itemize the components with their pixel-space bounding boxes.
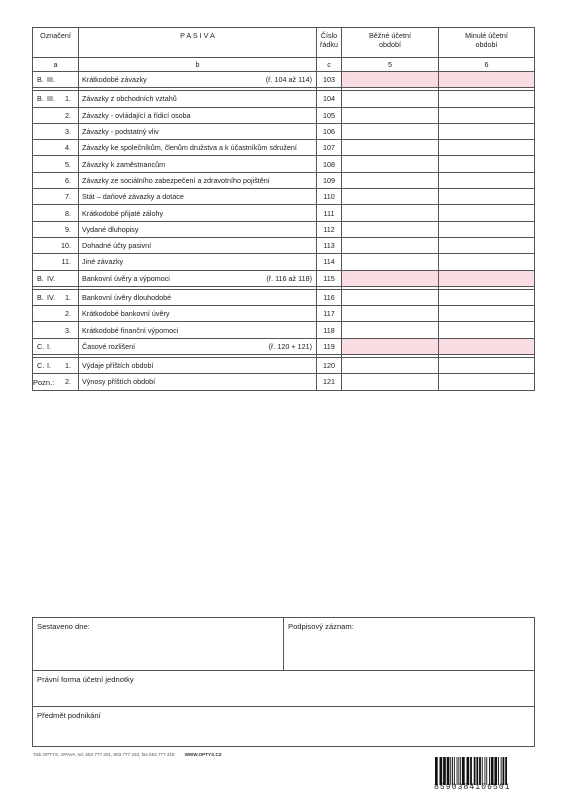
- designation-roman: IV.: [47, 273, 56, 283]
- row-label: Závazky - podstatný vliv: [82, 127, 159, 137]
- row-label: Jiné závazky: [82, 257, 124, 267]
- row-label-cell: [79, 91, 317, 107]
- row-label-cell: [79, 107, 317, 123]
- previous-period-value[interactable]: [439, 156, 535, 172]
- current-period-value[interactable]: [342, 91, 439, 107]
- table-row: [33, 338, 535, 354]
- row-label-cell: [79, 289, 317, 305]
- row-label-cell: [79, 221, 317, 237]
- row-label: Stát – daňové závazky a dotace: [82, 192, 184, 202]
- barcode-bar: [443, 757, 446, 785]
- row-label: Krátkodobé bankovní úvěry: [82, 309, 170, 319]
- row-designation: [33, 289, 79, 305]
- current-period-value[interactable]: [342, 358, 439, 374]
- previous-period-value[interactable]: [439, 254, 535, 270]
- row-label-cell: [79, 172, 317, 188]
- row-number: 120: [317, 358, 342, 374]
- row-designation: [33, 91, 79, 107]
- row-number: 105: [317, 107, 342, 123]
- designation-number: 2.: [65, 377, 71, 387]
- row-designation: [33, 322, 79, 338]
- column-letter: c: [317, 58, 342, 72]
- barcode-bar: [458, 757, 459, 785]
- column-letter: a: [33, 58, 79, 72]
- barcode-bar: [454, 757, 455, 785]
- current-period-value[interactable]: [342, 189, 439, 205]
- pravni-forma-field[interactable]: Právní forma účetní jednotky: [33, 671, 535, 707]
- row-label: Krátkodobé závazky: [82, 75, 147, 85]
- designation-number: 1.: [65, 293, 71, 302]
- designation-roman: III.: [47, 94, 55, 104]
- row-label: Vydané dluhopisy: [82, 224, 139, 234]
- table-row: [33, 123, 535, 139]
- row-label-cell: [79, 140, 317, 156]
- current-period-value[interactable]: [342, 338, 439, 354]
- current-period-value[interactable]: [342, 306, 439, 322]
- row-label-cell: [79, 205, 317, 221]
- row-label: Dohadné účty pasivní: [82, 241, 152, 251]
- row-designation: [33, 270, 79, 286]
- row-designation: [33, 338, 79, 354]
- barcode-bar: [485, 757, 486, 785]
- designation-number: 8.: [65, 208, 71, 218]
- row-designation: [33, 123, 79, 139]
- barcode-bar: [467, 757, 470, 785]
- designation-letter: B.: [37, 75, 44, 85]
- table-row: [33, 107, 535, 123]
- previous-period-value[interactable]: [439, 338, 535, 354]
- current-period-value[interactable]: [342, 270, 439, 286]
- current-period-value[interactable]: [342, 72, 439, 88]
- designation-number: 7.: [65, 192, 71, 202]
- current-period-value[interactable]: [342, 322, 439, 338]
- barcode-bar: [470, 757, 472, 785]
- table-row: [33, 189, 535, 205]
- previous-period-value[interactable]: [439, 205, 535, 221]
- previous-period-value[interactable]: [439, 374, 535, 390]
- printer-info: Tisk OPTYS, OPAVA, tel. 553 777 301, 553 777 333, fax 553 777 318: [33, 752, 175, 757]
- table-row: [33, 289, 535, 305]
- row-label: Závazky ze sociálního zabezpečení a zdravotního pojištění: [82, 175, 270, 185]
- row-number: 113: [317, 237, 342, 253]
- row-label-cell: [79, 189, 317, 205]
- designation-number: 10.: [61, 241, 71, 251]
- row-designation: [33, 72, 79, 88]
- designation-number: 11.: [61, 257, 71, 267]
- row-label: Závazky ke společníkům, členům družstva a k účastníkům sdružení: [82, 143, 297, 153]
- designation-letter: B.: [37, 94, 44, 104]
- designation-number: 9.: [65, 224, 71, 234]
- note-label: Pozn.:: [33, 378, 55, 387]
- row-label-cell: [79, 322, 317, 338]
- row-designation: [33, 205, 79, 221]
- header-bezne-obdobi: Běžné účetní období: [342, 28, 439, 58]
- previous-period-value[interactable]: [439, 322, 535, 338]
- row-number: 118: [317, 322, 342, 338]
- designation-number: 6.: [65, 175, 71, 185]
- previous-period-value[interactable]: [439, 140, 535, 156]
- previous-period-value[interactable]: [439, 189, 535, 205]
- header-row: [33, 28, 535, 58]
- previous-period-value[interactable]: [439, 221, 535, 237]
- row-designation: [33, 189, 79, 205]
- row-label: Výnosy příštích období: [82, 377, 156, 387]
- barcode-bar: [494, 757, 497, 785]
- designation-number: 1.: [65, 94, 71, 104]
- column-letter: 5: [342, 58, 439, 72]
- row-number: 104: [317, 91, 342, 107]
- previous-period-value[interactable]: [439, 270, 535, 286]
- barcode-bar: [505, 757, 507, 785]
- designation-number: 3.: [65, 127, 71, 137]
- designation-letter: C.: [37, 341, 45, 351]
- designation-roman: I.: [47, 341, 51, 351]
- row-number: 109: [317, 172, 342, 188]
- previous-period-value[interactable]: [439, 91, 535, 107]
- previous-period-value[interactable]: [439, 172, 535, 188]
- barcode-bar: [486, 757, 487, 785]
- row-number: 117: [317, 306, 342, 322]
- column-letter: b: [79, 58, 317, 72]
- current-period-value[interactable]: [342, 156, 439, 172]
- row-label-cell: [79, 156, 317, 172]
- current-period-value[interactable]: [342, 172, 439, 188]
- row-label-cell: [79, 270, 317, 286]
- row-number: 107: [317, 140, 342, 156]
- row-label: Časové rozlišení: [82, 341, 136, 351]
- row-label: Krátkodobé finanční výpomoci: [82, 325, 179, 335]
- table-row: [33, 254, 535, 270]
- header-cislo-radku: Číslo řádku: [317, 28, 342, 58]
- table-row: [33, 237, 535, 253]
- row-label: Bankovní úvěry dlouhodobé: [82, 293, 172, 302]
- row-label: Bankovní úvěry a výpomoci: [82, 273, 170, 283]
- row-label-cell: [79, 338, 317, 354]
- podpisovy-zaznam-field[interactable]: Podpisový záznam:: [284, 618, 535, 671]
- row-number: 110: [317, 189, 342, 205]
- previous-period-value[interactable]: [439, 123, 535, 139]
- row-number: 106: [317, 123, 342, 139]
- current-period-value[interactable]: [342, 254, 439, 270]
- row-label: Závazky k zaměstnancům: [82, 159, 166, 169]
- signature-table: [32, 617, 535, 747]
- row-number: 116: [317, 289, 342, 305]
- table-row: [33, 358, 535, 374]
- row-label: Závazky - ovládající a řídicí osoba: [82, 110, 191, 120]
- row-number: 115: [317, 270, 342, 286]
- designation-roman: III.: [47, 75, 55, 85]
- barcode-bar: [489, 757, 490, 785]
- sestaveno-dne-field[interactable]: Sestaveno dne:: [33, 618, 284, 671]
- row-designation: [33, 221, 79, 237]
- barcode-bar: [452, 757, 453, 785]
- barcode-bar: [457, 757, 458, 785]
- previous-period-value[interactable]: [439, 358, 535, 374]
- barcode-bar: [450, 757, 451, 785]
- row-designation: [33, 107, 79, 123]
- row-number: 112: [317, 221, 342, 237]
- current-period-value[interactable]: [342, 123, 439, 139]
- row-range: (ř. 104 až 114): [265, 75, 312, 84]
- barcode-bar: [462, 757, 465, 785]
- row-designation: [33, 140, 79, 156]
- row-label: Krátkodobé přijaté zálohy: [82, 208, 164, 218]
- row-range: (ř. 116 až 118): [266, 273, 312, 283]
- table-row: [33, 140, 535, 156]
- table-row: [33, 270, 535, 286]
- row-designation: [33, 237, 79, 253]
- row-designation: [33, 172, 79, 188]
- row-label-cell: [79, 374, 317, 390]
- designation-letter: B.: [37, 273, 44, 283]
- designation-roman: IV.: [47, 293, 56, 302]
- header-oznaceni: Označení: [33, 28, 79, 58]
- column-letters-row: [33, 58, 535, 72]
- table-row: [33, 72, 535, 88]
- barcode-bar: [435, 757, 438, 785]
- row-label-cell: [79, 123, 317, 139]
- designation-letter: B.: [37, 293, 44, 302]
- previous-period-value[interactable]: [439, 306, 535, 322]
- row-label-cell: [79, 237, 317, 253]
- row-designation: [33, 358, 79, 374]
- previous-period-value[interactable]: [439, 289, 535, 305]
- table-row: [33, 374, 535, 390]
- printer-web: WWW.OPTYS.CZ: [184, 752, 222, 757]
- row-designation: [33, 306, 79, 322]
- printer-footer: [33, 752, 222, 757]
- table-row: [33, 322, 535, 338]
- previous-period-value[interactable]: [439, 237, 535, 253]
- row-range: (ř. 120 + 121): [268, 341, 312, 351]
- pasiva-table: [32, 27, 535, 391]
- current-period-value[interactable]: [342, 289, 439, 305]
- designation-number: 3.: [65, 325, 71, 335]
- column-letter: 6: [439, 58, 535, 72]
- barcode-bar: [501, 757, 502, 785]
- row-number: 114: [317, 254, 342, 270]
- barcode-digits: 8590384106501: [434, 783, 511, 792]
- designation-number: 4.: [65, 143, 71, 153]
- table-row: [33, 306, 535, 322]
- barcode-bar: [491, 757, 494, 785]
- row-label-cell: [79, 306, 317, 322]
- row-label-cell: [79, 358, 317, 374]
- current-period-value[interactable]: [342, 140, 439, 156]
- row-number: 103: [317, 72, 342, 88]
- barcode-bar: [440, 757, 443, 785]
- previous-period-value[interactable]: [439, 107, 535, 123]
- current-period-value[interactable]: [342, 374, 439, 390]
- designation-letter: C.: [37, 361, 45, 371]
- table-row: [33, 172, 535, 188]
- table-row: [33, 91, 535, 107]
- predmet-podnikani-field[interactable]: Předmět podnikání: [33, 707, 535, 747]
- barcode-bar: [503, 757, 505, 785]
- barcode-bar: [474, 757, 476, 785]
- table-row: [33, 205, 535, 221]
- row-number: 121: [317, 374, 342, 390]
- current-period-value[interactable]: [342, 205, 439, 221]
- current-period-value[interactable]: [342, 107, 439, 123]
- barcode-bar: [479, 757, 481, 785]
- designation-number: 2.: [65, 110, 71, 120]
- row-number: 108: [317, 156, 342, 172]
- row-designation: [33, 254, 79, 270]
- designation-number: 5.: [65, 159, 71, 169]
- barcode-bar: [460, 757, 461, 785]
- designation-number: 1.: [65, 361, 71, 371]
- current-period-value[interactable]: [342, 237, 439, 253]
- table-row: [33, 156, 535, 172]
- header-minule-obdobi: Minulé účetní období: [439, 28, 535, 58]
- row-label: Výdaje příštích období: [82, 361, 154, 371]
- barcode-icon: [434, 757, 534, 785]
- table-row: [33, 221, 535, 237]
- row-label-cell: [79, 72, 317, 88]
- designation-number: 2.: [65, 309, 71, 319]
- row-number: 111: [317, 205, 342, 221]
- previous-period-value[interactable]: [439, 72, 535, 88]
- row-label-cell: [79, 254, 317, 270]
- barcode-bar: [498, 757, 499, 785]
- barcode-bar: [476, 757, 478, 785]
- row-label: Závazky z obchodních vztahů: [82, 94, 177, 104]
- barcode-bar: [447, 757, 450, 785]
- barcode-bar: [482, 757, 483, 785]
- header-pasiva: P A S I V A: [79, 28, 317, 58]
- current-period-value[interactable]: [342, 221, 439, 237]
- designation-roman: I.: [47, 361, 51, 371]
- row-number: 119: [317, 338, 342, 354]
- row-designation: [33, 156, 79, 172]
